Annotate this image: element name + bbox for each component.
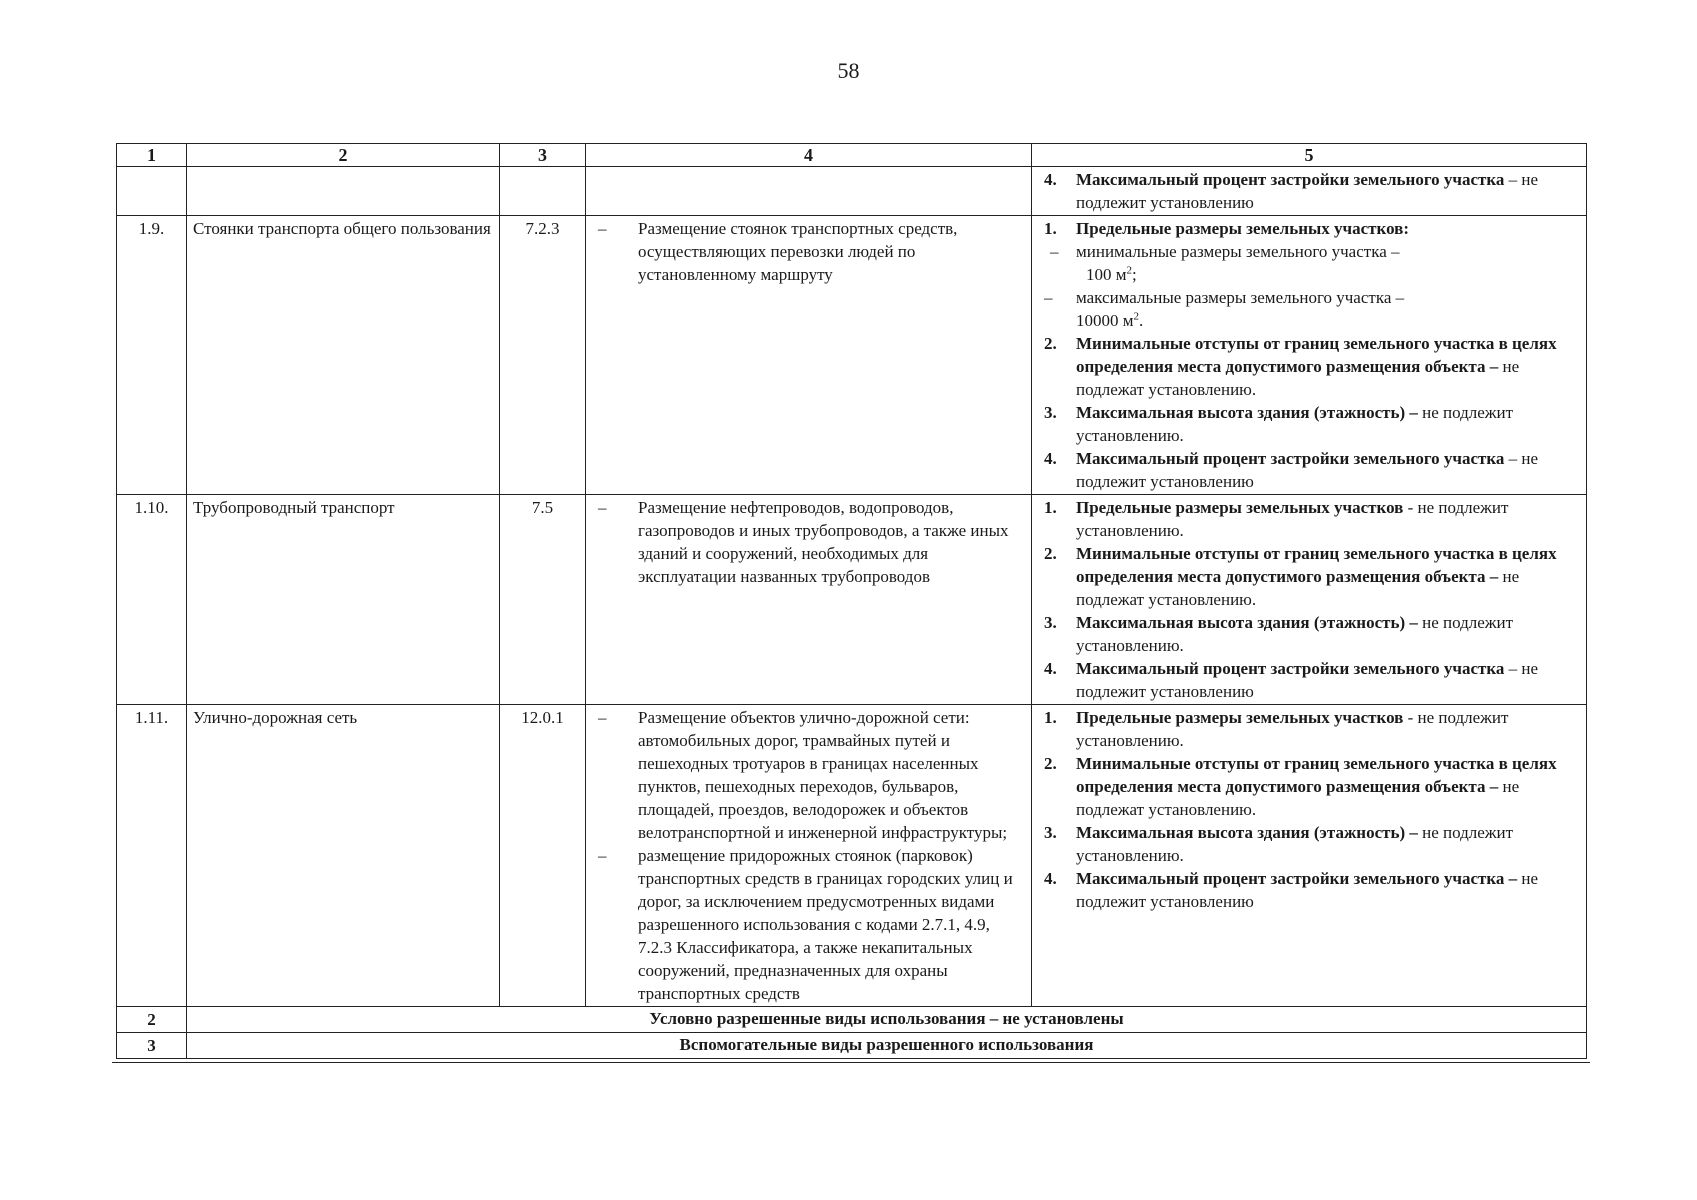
criterion-1: 1. Предельные размеры земельных участков:: [1044, 219, 1410, 238]
criterion-4: 4. Максимальный процент застройки земельного участка – не подлежит установлению: [1044, 449, 1539, 491]
description-item: – Размещение объектов улично-дорожной сети: автомобильных дорог, трамвайных путей и пешеходных тротуаров в границах населенных пунктов, пешеходных переходов, бульваров, площадей, проездов, велодорожек и объектов велотранспортной и инженерной инфраструктуры;: [592, 706, 1025, 844]
criterion-4: 4. Максимальный процент застройки земельного участка – не подлежит установлению: [1044, 659, 1539, 701]
criteria-cell: [1032, 705, 1587, 1007]
table-row-continuation: [117, 167, 1587, 216]
criteria-cell: [1032, 495, 1587, 705]
row-number: 1.9.: [117, 216, 187, 495]
use-type-name: Трубопроводный транспорт: [187, 495, 500, 705]
use-description: [586, 705, 1032, 1007]
description-item: – Размещение стоянок транспортных средств, осуществляющих перевозки людей по установленному маршруту: [592, 217, 1025, 286]
section-number: 2: [117, 1007, 187, 1033]
criterion-1: 1. Предельные размеры земельных участков - не подлежит установлению.: [1044, 708, 1509, 750]
section-row-conditional: [117, 1007, 1587, 1033]
table-row: [117, 216, 1587, 495]
criterion-1-max-size: – максимальные размеры земельного участка – 10000 $м^2$.: [1044, 288, 1405, 330]
table-row: [117, 495, 1587, 705]
criteria-cell: [1032, 167, 1587, 216]
criterion-3: 3. Максимальная высота здания (этажность) – не подлежит установлению.: [1044, 823, 1514, 865]
header-col-3: 3: [500, 144, 586, 167]
criterion-2: 2. Минимальные отступы от границ земельного участка в целях определения места допустимого размещения объекта – не подлежат установлению.: [1044, 544, 1557, 609]
zoning-table: [116, 143, 1587, 1059]
section-row-auxiliary: [117, 1033, 1587, 1059]
criterion-2: 2. Минимальные отступы от границ земельного участка в целях определения места допустимого размещения объекта – не подлежат установлению.: [1044, 334, 1557, 399]
header-col-1: 1: [117, 144, 187, 167]
header-col-4: 4: [586, 144, 1032, 167]
criterion-2: 2. Минимальные отступы от границ земельного участка в целях определения места допустимого размещения объекта – не подлежат установлению.: [1044, 754, 1557, 819]
criteria-cell: [1032, 216, 1587, 495]
use-code: 12.0.1: [500, 705, 586, 1007]
header-col-2: 2: [187, 144, 500, 167]
criterion-4: 4. Максимальный процент застройки земельного участка – не подлежит установлению: [1044, 869, 1539, 911]
section-number: 3: [117, 1033, 187, 1059]
use-code: 7.2.3: [500, 216, 586, 495]
bottom-rule: [112, 1062, 1590, 1063]
table-header-row: [117, 144, 1587, 167]
criterion-3: 3. Максимальная высота здания (этажность) – не подлежит установлению.: [1044, 613, 1514, 655]
use-description: [586, 495, 1032, 705]
criterion-3: 3. Максимальная высота здания (этажность) – не подлежит установлению.: [1044, 403, 1514, 445]
section-title: Условно разрешенные виды использования – не установлены: [187, 1007, 1587, 1033]
use-type-name: Стоянки транспорта общего пользования: [187, 216, 500, 495]
description-item: – Размещение нефтепроводов, водопроводов, газопроводов и иных трубопроводов, а также иных зданий и сооружений, необходимых для эксплуатации названных трубопроводов: [592, 496, 1025, 588]
row-number: 1.11.: [117, 705, 187, 1007]
description-item: – размещение придорожных стоянок (парковок) транспортных средств в границах городских улиц и дорог, за исключением предусмотренных видами разрешенного использования с кодами 2.7.1, 4.9, 7.2.3 Классификатора, а также некапитальных сооружений, предназначенных для охраны транспортных средств: [592, 844, 1025, 1005]
use-description: [586, 216, 1032, 495]
page-number: 58: [837, 58, 860, 83]
criterion-1: 1. Предельные размеры земельных участков - не подлежит установлению.: [1044, 498, 1509, 540]
section-title: Вспомогательные виды разрешенного использования: [187, 1033, 1587, 1059]
use-code: 7.5: [500, 495, 586, 705]
use-type-name: Улично-дорожная сеть: [187, 705, 500, 1007]
criterion-4: 4. Максимальный процент застройки земельного участка – не подлежит установлению: [1044, 170, 1539, 212]
criterion-1-min-size: – минимальные размеры земельного участка – 100 $м^2$;: [1050, 242, 1400, 284]
header-col-5: 5: [1032, 144, 1587, 167]
table-row: [117, 705, 1587, 1007]
row-number: 1.10.: [117, 495, 187, 705]
